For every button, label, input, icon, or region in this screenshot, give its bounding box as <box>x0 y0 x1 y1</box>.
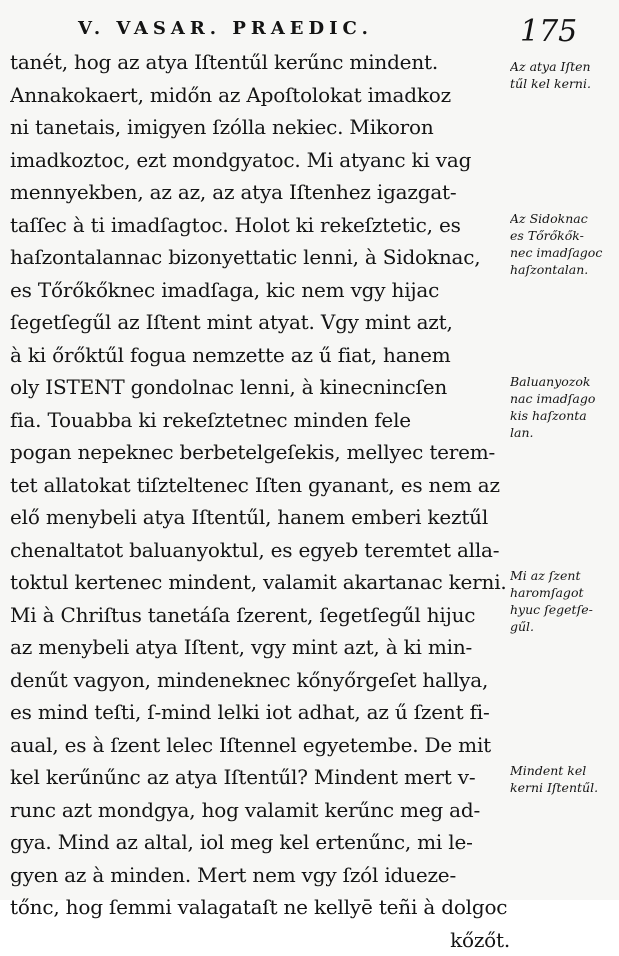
text-line: aual, es à ſzent lelec Iſtennel egyetembe. De mit <box>10 729 518 762</box>
text-line-catchword: kőzőt. <box>10 924 518 956</box>
text-line: elő menybeli atya Iſtentűl, hanem emberi keztűl <box>10 501 518 534</box>
text-line: oly ISTENT gondolnac lenni, à kinecnincſen <box>10 371 518 404</box>
margin-note-line: Az atya Iſten <box>510 58 618 75</box>
margin-note <box>510 762 618 796</box>
margin-note-line: hyuc ſegetſe- <box>510 601 618 618</box>
text-line: Annakokaert, midőn az Apoſtolokat imadkoz <box>10 79 518 112</box>
text-line: Mi à Chriſtus tanetáſa ſzerent, ſegetſegűl hijuc <box>10 599 518 632</box>
margin-note-line: Baluanyozok <box>510 373 618 390</box>
margin-notes <box>510 0 618 900</box>
text-line: imadkoztoc, ezt mondgyatoc. Mi atyanc ki vag <box>10 144 518 177</box>
text-line: tőnc, hog ſemmi valagataſt ne kellyē teñi à dolgoc <box>10 891 518 924</box>
margin-note <box>510 210 618 278</box>
margin-note <box>510 567 618 635</box>
margin-note-line: nac imadſago <box>510 390 618 407</box>
text-line: pogan nepeknec berbetelgeſekis, mellyec terem- <box>10 436 518 469</box>
text-line: az menybeli atya Iſtent, vgy mint azt, à ki min- <box>10 631 518 664</box>
text-line: gya. Mind az altal, iol meg kel ertenűnc, mi le- <box>10 826 518 859</box>
text-line: tet allatokat tiſzteltenec Iſten gyanant, es nem az <box>10 469 518 502</box>
text-line: gyen az à minden. Mert nem vgy ſzól idueze- <box>10 859 518 892</box>
text-line: kel kerűnűnc az atya Iſtentűl? Mindent mert v- <box>10 761 518 794</box>
text-line: ni tanetais, imigyen ſzólla nekiec. Mikoron <box>10 111 518 144</box>
text-line: ſegetſegűl az Iſtent mint atyat. Vgy mint azt, <box>10 306 518 339</box>
text-line: denűt vagyon, mindeneknec kőnyőrgeſet hallya, <box>10 664 518 697</box>
text-line: toktul kertenec mindent, valamit akartanac kerni. <box>10 566 518 599</box>
text-line: à ki őrőktűl fogua nemzette az ű fiat, hanem <box>10 339 518 372</box>
page-number: 175 <box>520 14 577 49</box>
margin-note-line: haſzontalan. <box>510 261 618 278</box>
margin-note-line: haromſagot <box>510 584 618 601</box>
text-line: chenaltatot baluanyoktul, es egyeb teremtet alla- <box>10 534 518 567</box>
text-line: es Tőrőkőknec imadſaga, kic nem vgy hijac <box>10 274 518 307</box>
body-text <box>10 46 518 956</box>
margin-note-line: kerni Iſtentűl. <box>510 779 618 796</box>
text-line: mennyekben, az az, az atya Iſtenhez igazgat- <box>10 176 518 209</box>
margin-note-line: gűl. <box>510 618 618 635</box>
text-line: taſſec à ti imadſagtoc. Holot ki rekeſztetic, es <box>10 209 518 242</box>
margin-note-line: nec imadſagoc <box>510 244 618 261</box>
text-line: runc azt mondgya, hog valamit kerűnc meg ad- <box>10 794 518 827</box>
margin-note-line: es Tőrőkők- <box>510 227 618 244</box>
running-head: V. VASAR. PRAEDIC. <box>78 18 373 39</box>
margin-note-line: kis haſzonta <box>510 407 618 424</box>
margin-note-line: tűl kel kerni. <box>510 75 618 92</box>
margin-note <box>510 58 618 92</box>
text-line: haſzontalannac bizonyettatic lenni, à Sidoknac, <box>10 241 518 274</box>
margin-note-line: Mi az ſzent <box>510 567 618 584</box>
text-line: fia. Touabba ki rekeſztetnec minden fele <box>10 404 518 437</box>
margin-note-line: Mindent kel <box>510 762 618 779</box>
margin-note-line: Az Sidoknac <box>510 210 618 227</box>
margin-note-line: lan. <box>510 424 618 441</box>
text-line: tanét, hog az atya Iſtentűl kerűnc mindent. <box>10 46 518 79</box>
text-line: es mind teſti, ſ-mind lelki iot adhat, az ű ſzent fi- <box>10 696 518 729</box>
margin-note <box>510 373 618 441</box>
